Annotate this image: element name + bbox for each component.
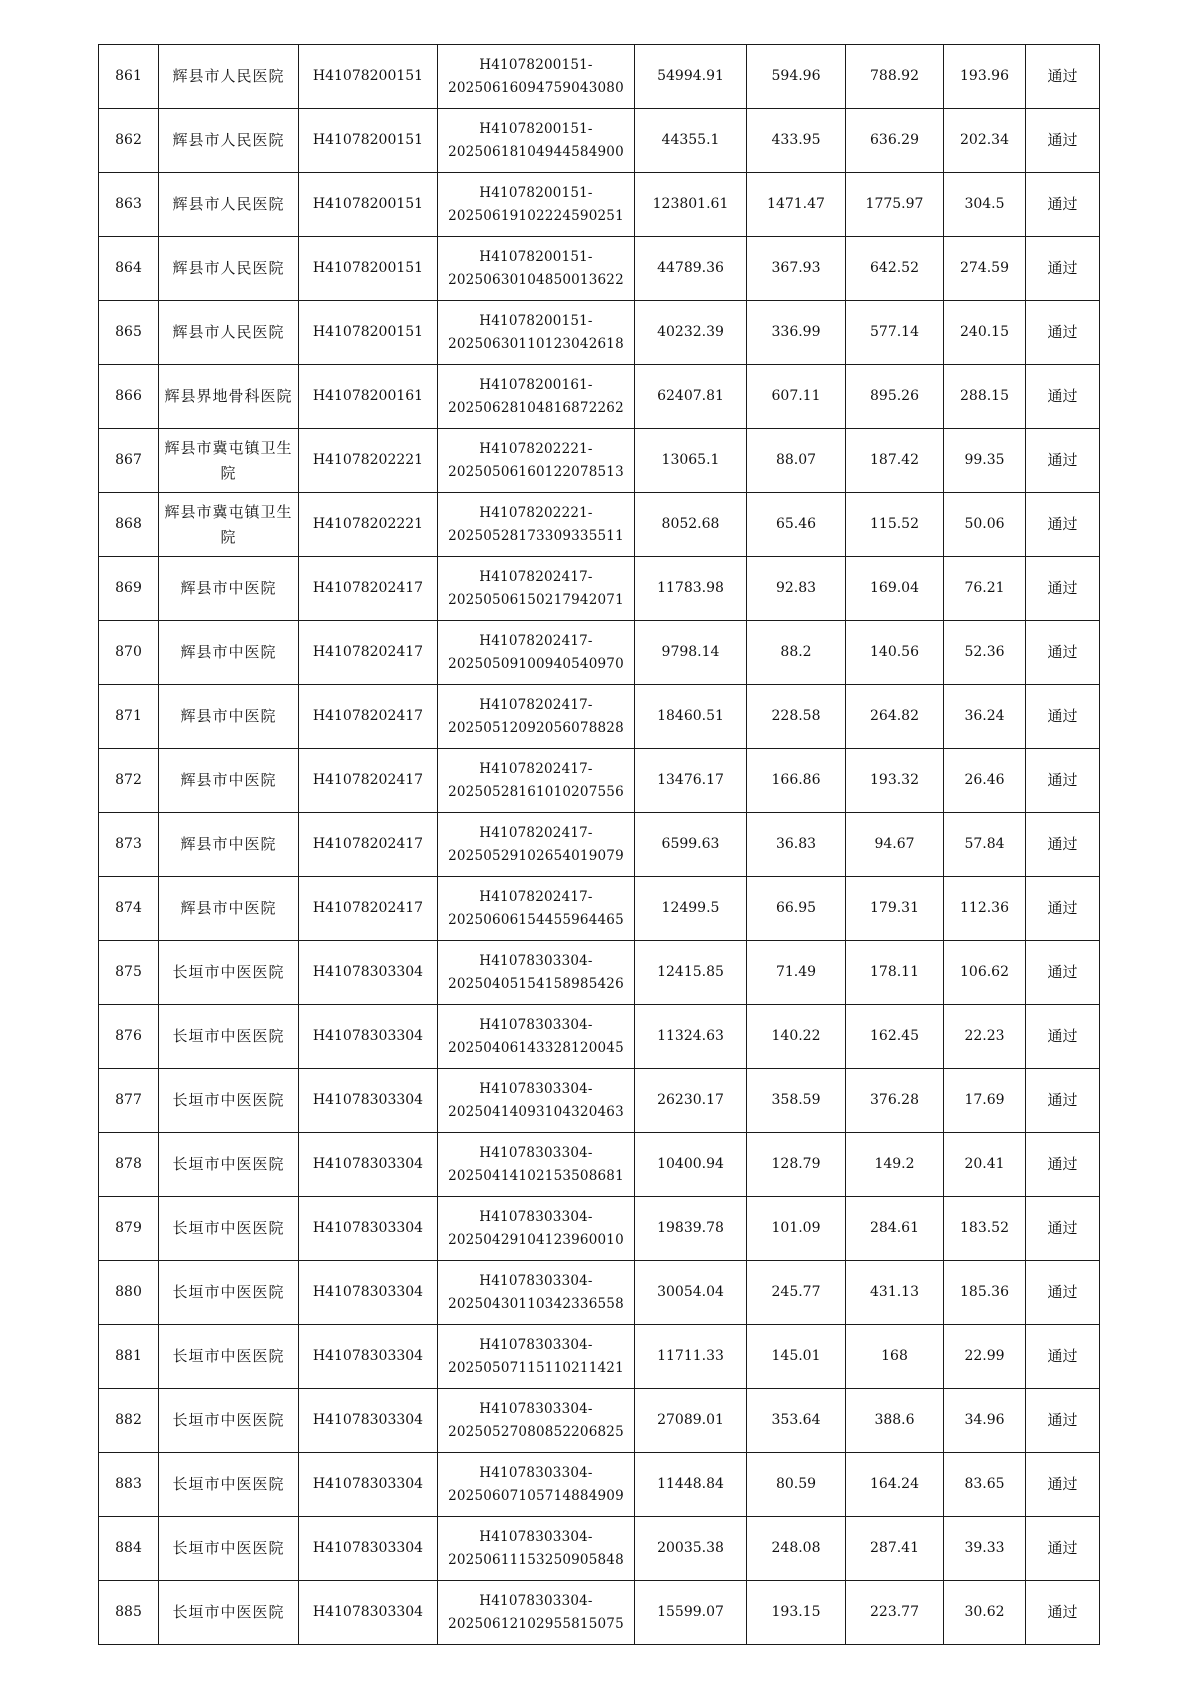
difference: 50.06	[944, 493, 1026, 557]
settlement-id: H41078200151-20250616094759043080	[438, 45, 635, 109]
hospital-name: 长垣市中医医院	[159, 1133, 299, 1197]
value-one: 594.96	[747, 45, 846, 109]
settlement-id: H41078303304-20250527080852206825	[438, 1389, 635, 1453]
difference: 193.96	[944, 45, 1026, 109]
review-status: 通过	[1026, 685, 1100, 749]
difference: 30.62	[944, 1581, 1026, 1645]
review-status: 通过	[1026, 45, 1100, 109]
settlement-id: H41078202417-20250529102654019079	[438, 813, 635, 877]
review-status: 通过	[1026, 877, 1100, 941]
review-status: 通过	[1026, 941, 1100, 1005]
value-one: 101.09	[747, 1197, 846, 1261]
total-amount: 54994.91	[635, 45, 747, 109]
hospital-code: H41078303304	[299, 1005, 438, 1069]
hospital-name: 辉县市中医院	[159, 877, 299, 941]
table-row	[99, 1005, 1100, 1069]
row-number: 879	[99, 1197, 159, 1261]
row-number: 864	[99, 237, 159, 301]
total-amount: 44789.36	[635, 237, 747, 301]
settlement-id: H41078200151-20250619102224590251	[438, 173, 635, 237]
hospital-name: 长垣市中医医院	[159, 1197, 299, 1261]
row-number: 865	[99, 301, 159, 365]
difference: 99.35	[944, 429, 1026, 493]
hospital-code: H41078202417	[299, 813, 438, 877]
value-one: 336.99	[747, 301, 846, 365]
value-two: 162.45	[846, 1005, 944, 1069]
difference: 34.96	[944, 1389, 1026, 1453]
value-two: 895.26	[846, 365, 944, 429]
row-number: 885	[99, 1581, 159, 1645]
review-status: 通过	[1026, 1069, 1100, 1133]
hospital-code: H41078200151	[299, 237, 438, 301]
value-one: 248.08	[747, 1517, 846, 1581]
row-number: 877	[99, 1069, 159, 1133]
settlement-id: H41078200151-20250630104850013622	[438, 237, 635, 301]
table-row	[99, 365, 1100, 429]
value-two: 376.28	[846, 1069, 944, 1133]
value-one: 1471.47	[747, 173, 846, 237]
total-amount: 62407.81	[635, 365, 747, 429]
hospital-code: H41078202417	[299, 877, 438, 941]
value-one: 193.15	[747, 1581, 846, 1645]
review-status: 通过	[1026, 493, 1100, 557]
total-amount: 44355.1	[635, 109, 747, 173]
value-one: 80.59	[747, 1453, 846, 1517]
total-amount: 11324.63	[635, 1005, 747, 1069]
review-status: 通过	[1026, 1581, 1100, 1645]
value-two: 788.92	[846, 45, 944, 109]
value-two: 577.14	[846, 301, 944, 365]
table-row	[99, 749, 1100, 813]
total-amount: 30054.04	[635, 1261, 747, 1325]
hospital-code: H41078303304	[299, 1069, 438, 1133]
total-amount: 123801.61	[635, 173, 747, 237]
table-row	[99, 109, 1100, 173]
table-row	[99, 301, 1100, 365]
review-status: 通过	[1026, 1453, 1100, 1517]
value-two: 193.32	[846, 749, 944, 813]
row-number: 884	[99, 1517, 159, 1581]
settlement-id: H41078303304-20250429104123960010	[438, 1197, 635, 1261]
total-amount: 15599.07	[635, 1581, 747, 1645]
value-two: 115.52	[846, 493, 944, 557]
hospital-name: 长垣市中医医院	[159, 1517, 299, 1581]
difference: 112.36	[944, 877, 1026, 941]
hospital-code: H41078303304	[299, 1261, 438, 1325]
table-row	[99, 1133, 1100, 1197]
row-number: 881	[99, 1325, 159, 1389]
review-status: 通过	[1026, 1197, 1100, 1261]
hospital-code: H41078202417	[299, 685, 438, 749]
hospital-name: 辉县市人民医院	[159, 45, 299, 109]
total-amount: 13476.17	[635, 749, 747, 813]
difference: 22.23	[944, 1005, 1026, 1069]
hospital-code: H41078200161	[299, 365, 438, 429]
row-number: 867	[99, 429, 159, 493]
hospital-name: 长垣市中医医院	[159, 1261, 299, 1325]
row-number: 872	[99, 749, 159, 813]
difference: 52.36	[944, 621, 1026, 685]
value-two: 284.61	[846, 1197, 944, 1261]
total-amount: 18460.51	[635, 685, 747, 749]
difference: 76.21	[944, 557, 1026, 621]
row-number: 876	[99, 1005, 159, 1069]
hospital-code: H41078202221	[299, 429, 438, 493]
hospital-code: H41078202417	[299, 749, 438, 813]
row-number: 882	[99, 1389, 159, 1453]
value-one: 166.86	[747, 749, 846, 813]
table-row	[99, 1453, 1100, 1517]
value-one: 128.79	[747, 1133, 846, 1197]
value-one: 367.93	[747, 237, 846, 301]
difference: 183.52	[944, 1197, 1026, 1261]
value-two: 636.29	[846, 109, 944, 173]
settlement-id: H41078200151-20250630110123042618	[438, 301, 635, 365]
value-one: 88.07	[747, 429, 846, 493]
row-number: 871	[99, 685, 159, 749]
difference: 57.84	[944, 813, 1026, 877]
total-amount: 9798.14	[635, 621, 747, 685]
table-row	[99, 877, 1100, 941]
table-row	[99, 429, 1100, 493]
settlement-id: H41078202417-20250506150217942071	[438, 557, 635, 621]
settlement-id: H41078202221-20250506160122078513	[438, 429, 635, 493]
settlement-id: H41078303304-20250507115110211421	[438, 1325, 635, 1389]
row-number: 869	[99, 557, 159, 621]
hospital-name: 长垣市中医医院	[159, 1453, 299, 1517]
row-number: 861	[99, 45, 159, 109]
review-status: 通过	[1026, 429, 1100, 493]
hospital-name: 辉县市中医院	[159, 813, 299, 877]
difference: 36.24	[944, 685, 1026, 749]
difference: 22.99	[944, 1325, 1026, 1389]
row-number: 878	[99, 1133, 159, 1197]
total-amount: 6599.63	[635, 813, 747, 877]
hospital-code: H41078202417	[299, 621, 438, 685]
table-row	[99, 621, 1100, 685]
table-row	[99, 1261, 1100, 1325]
table-body	[99, 45, 1100, 1645]
difference: 288.15	[944, 365, 1026, 429]
hospital-code: H41078200151	[299, 45, 438, 109]
settlement-id: H41078202221-20250528173309335511	[438, 493, 635, 557]
hospital-name: 辉县市人民医院	[159, 109, 299, 173]
settlement-id: H41078303304-20250414102153508681	[438, 1133, 635, 1197]
total-amount: 27089.01	[635, 1389, 747, 1453]
review-status: 通过	[1026, 557, 1100, 621]
settlement-id: H41078202417-20250528161010207556	[438, 749, 635, 813]
hospital-name: 长垣市中医医院	[159, 1005, 299, 1069]
hospital-name: 辉县市冀屯镇卫生院	[159, 493, 299, 557]
row-number: 868	[99, 493, 159, 557]
settlement-id: H41078303304-20250414093104320463	[438, 1069, 635, 1133]
hospital-name: 辉县市冀屯镇卫生院	[159, 429, 299, 493]
review-status: 通过	[1026, 813, 1100, 877]
difference: 26.46	[944, 749, 1026, 813]
value-one: 65.46	[747, 493, 846, 557]
hospital-name: 辉县市人民医院	[159, 301, 299, 365]
value-two: 164.24	[846, 1453, 944, 1517]
review-status: 通过	[1026, 1325, 1100, 1389]
value-two: 178.11	[846, 941, 944, 1005]
hospital-name: 长垣市中医医院	[159, 1581, 299, 1645]
settlement-id: H41078303304-20250430110342336558	[438, 1261, 635, 1325]
difference: 185.36	[944, 1261, 1026, 1325]
value-one: 145.01	[747, 1325, 846, 1389]
hospital-code: H41078200151	[299, 173, 438, 237]
total-amount: 40232.39	[635, 301, 747, 365]
value-two: 223.77	[846, 1581, 944, 1645]
difference: 20.41	[944, 1133, 1026, 1197]
value-one: 66.95	[747, 877, 846, 941]
value-one: 140.22	[747, 1005, 846, 1069]
hospital-name: 长垣市中医医院	[159, 1069, 299, 1133]
review-status: 通过	[1026, 109, 1100, 173]
table-row	[99, 237, 1100, 301]
difference: 83.65	[944, 1453, 1026, 1517]
hospital-code: H41078303304	[299, 1517, 438, 1581]
table-row	[99, 1197, 1100, 1261]
hospital-name: 辉县市中医院	[159, 685, 299, 749]
review-status: 通过	[1026, 237, 1100, 301]
settlement-id: H41078202417-20250606154455964465	[438, 877, 635, 941]
settlement-id: H41078202417-20250509100940540970	[438, 621, 635, 685]
review-status: 通过	[1026, 749, 1100, 813]
hospital-code: H41078303304	[299, 941, 438, 1005]
review-status: 通过	[1026, 1389, 1100, 1453]
row-number: 874	[99, 877, 159, 941]
settlement-id: H41078200151-20250618104944584900	[438, 109, 635, 173]
row-number: 866	[99, 365, 159, 429]
value-one: 36.83	[747, 813, 846, 877]
hospital-name: 辉县市中医院	[159, 621, 299, 685]
total-amount: 12415.85	[635, 941, 747, 1005]
value-two: 149.2	[846, 1133, 944, 1197]
hospital-name: 辉县市中医院	[159, 749, 299, 813]
hospital-code: H41078303304	[299, 1581, 438, 1645]
value-two: 287.41	[846, 1517, 944, 1581]
hospital-code: H41078200151	[299, 109, 438, 173]
value-two: 388.6	[846, 1389, 944, 1453]
row-number: 880	[99, 1261, 159, 1325]
hospital-code: H41078200151	[299, 301, 438, 365]
table-row	[99, 941, 1100, 1005]
table-row	[99, 173, 1100, 237]
settlement-id: H41078200161-20250628104816872262	[438, 365, 635, 429]
value-two: 140.56	[846, 621, 944, 685]
value-one: 228.58	[747, 685, 846, 749]
value-two: 187.42	[846, 429, 944, 493]
hospital-code: H41078303304	[299, 1453, 438, 1517]
difference: 304.5	[944, 173, 1026, 237]
table-row	[99, 813, 1100, 877]
hospital-code: H41078303304	[299, 1389, 438, 1453]
table-row	[99, 685, 1100, 749]
total-amount: 11448.84	[635, 1453, 747, 1517]
review-status: 通过	[1026, 1261, 1100, 1325]
hospital-code: H41078303304	[299, 1197, 438, 1261]
settlement-id: H41078303304-20250405154158985426	[438, 941, 635, 1005]
difference: 39.33	[944, 1517, 1026, 1581]
hospital-name: 辉县市人民医院	[159, 173, 299, 237]
hospital-name: 长垣市中医医院	[159, 1389, 299, 1453]
value-one: 433.95	[747, 109, 846, 173]
difference: 202.34	[944, 109, 1026, 173]
review-status: 通过	[1026, 1005, 1100, 1069]
hospital-code: H41078303304	[299, 1325, 438, 1389]
review-status: 通过	[1026, 1133, 1100, 1197]
value-two: 169.04	[846, 557, 944, 621]
value-one: 607.11	[747, 365, 846, 429]
settlement-id: H41078202417-20250512092056078828	[438, 685, 635, 749]
hospital-name: 长垣市中医医院	[159, 941, 299, 1005]
value-two: 94.67	[846, 813, 944, 877]
value-one: 71.49	[747, 941, 846, 1005]
review-status: 通过	[1026, 301, 1100, 365]
total-amount: 26230.17	[635, 1069, 747, 1133]
value-two: 168	[846, 1325, 944, 1389]
review-status: 通过	[1026, 1517, 1100, 1581]
difference: 240.15	[944, 301, 1026, 365]
row-number: 873	[99, 813, 159, 877]
settlement-id: H41078303304-20250406143328120045	[438, 1005, 635, 1069]
value-two: 431.13	[846, 1261, 944, 1325]
table-row	[99, 493, 1100, 557]
row-number: 883	[99, 1453, 159, 1517]
difference: 17.69	[944, 1069, 1026, 1133]
total-amount: 11711.33	[635, 1325, 747, 1389]
review-status: 通过	[1026, 621, 1100, 685]
total-amount: 11783.98	[635, 557, 747, 621]
hospital-code: H41078303304	[299, 1133, 438, 1197]
settlement-id: H41078303304-20250611153250905848	[438, 1517, 635, 1581]
review-status: 通过	[1026, 173, 1100, 237]
hospital-code: H41078202221	[299, 493, 438, 557]
total-amount: 12499.5	[635, 877, 747, 941]
table-row	[99, 1069, 1100, 1133]
table-row	[99, 45, 1100, 109]
settlement-id: H41078303304-20250607105714884909	[438, 1453, 635, 1517]
row-number: 875	[99, 941, 159, 1005]
table-row	[99, 1389, 1100, 1453]
row-number: 862	[99, 109, 159, 173]
value-two: 642.52	[846, 237, 944, 301]
table-row	[99, 1517, 1100, 1581]
table-row	[99, 557, 1100, 621]
hospital-name: 辉县界地骨科医院	[159, 365, 299, 429]
difference: 274.59	[944, 237, 1026, 301]
row-number: 870	[99, 621, 159, 685]
value-two: 264.82	[846, 685, 944, 749]
table-row	[99, 1581, 1100, 1645]
hospital-code: H41078202417	[299, 557, 438, 621]
hospital-name: 辉县市人民医院	[159, 237, 299, 301]
difference: 106.62	[944, 941, 1026, 1005]
hospital-name: 长垣市中医医院	[159, 1325, 299, 1389]
settlement-id: H41078303304-20250612102955815075	[438, 1581, 635, 1645]
value-one: 245.77	[747, 1261, 846, 1325]
row-number: 863	[99, 173, 159, 237]
table-row	[99, 1325, 1100, 1389]
total-amount: 19839.78	[635, 1197, 747, 1261]
value-one: 92.83	[747, 557, 846, 621]
value-two: 179.31	[846, 877, 944, 941]
total-amount: 8052.68	[635, 493, 747, 557]
settlement-table	[98, 44, 1100, 1645]
value-one: 353.64	[747, 1389, 846, 1453]
total-amount: 20035.38	[635, 1517, 747, 1581]
hospital-name: 辉县市中医院	[159, 557, 299, 621]
value-one: 358.59	[747, 1069, 846, 1133]
total-amount: 13065.1	[635, 429, 747, 493]
value-one: 88.2	[747, 621, 846, 685]
review-status: 通过	[1026, 365, 1100, 429]
value-two: 1775.97	[846, 173, 944, 237]
total-amount: 10400.94	[635, 1133, 747, 1197]
